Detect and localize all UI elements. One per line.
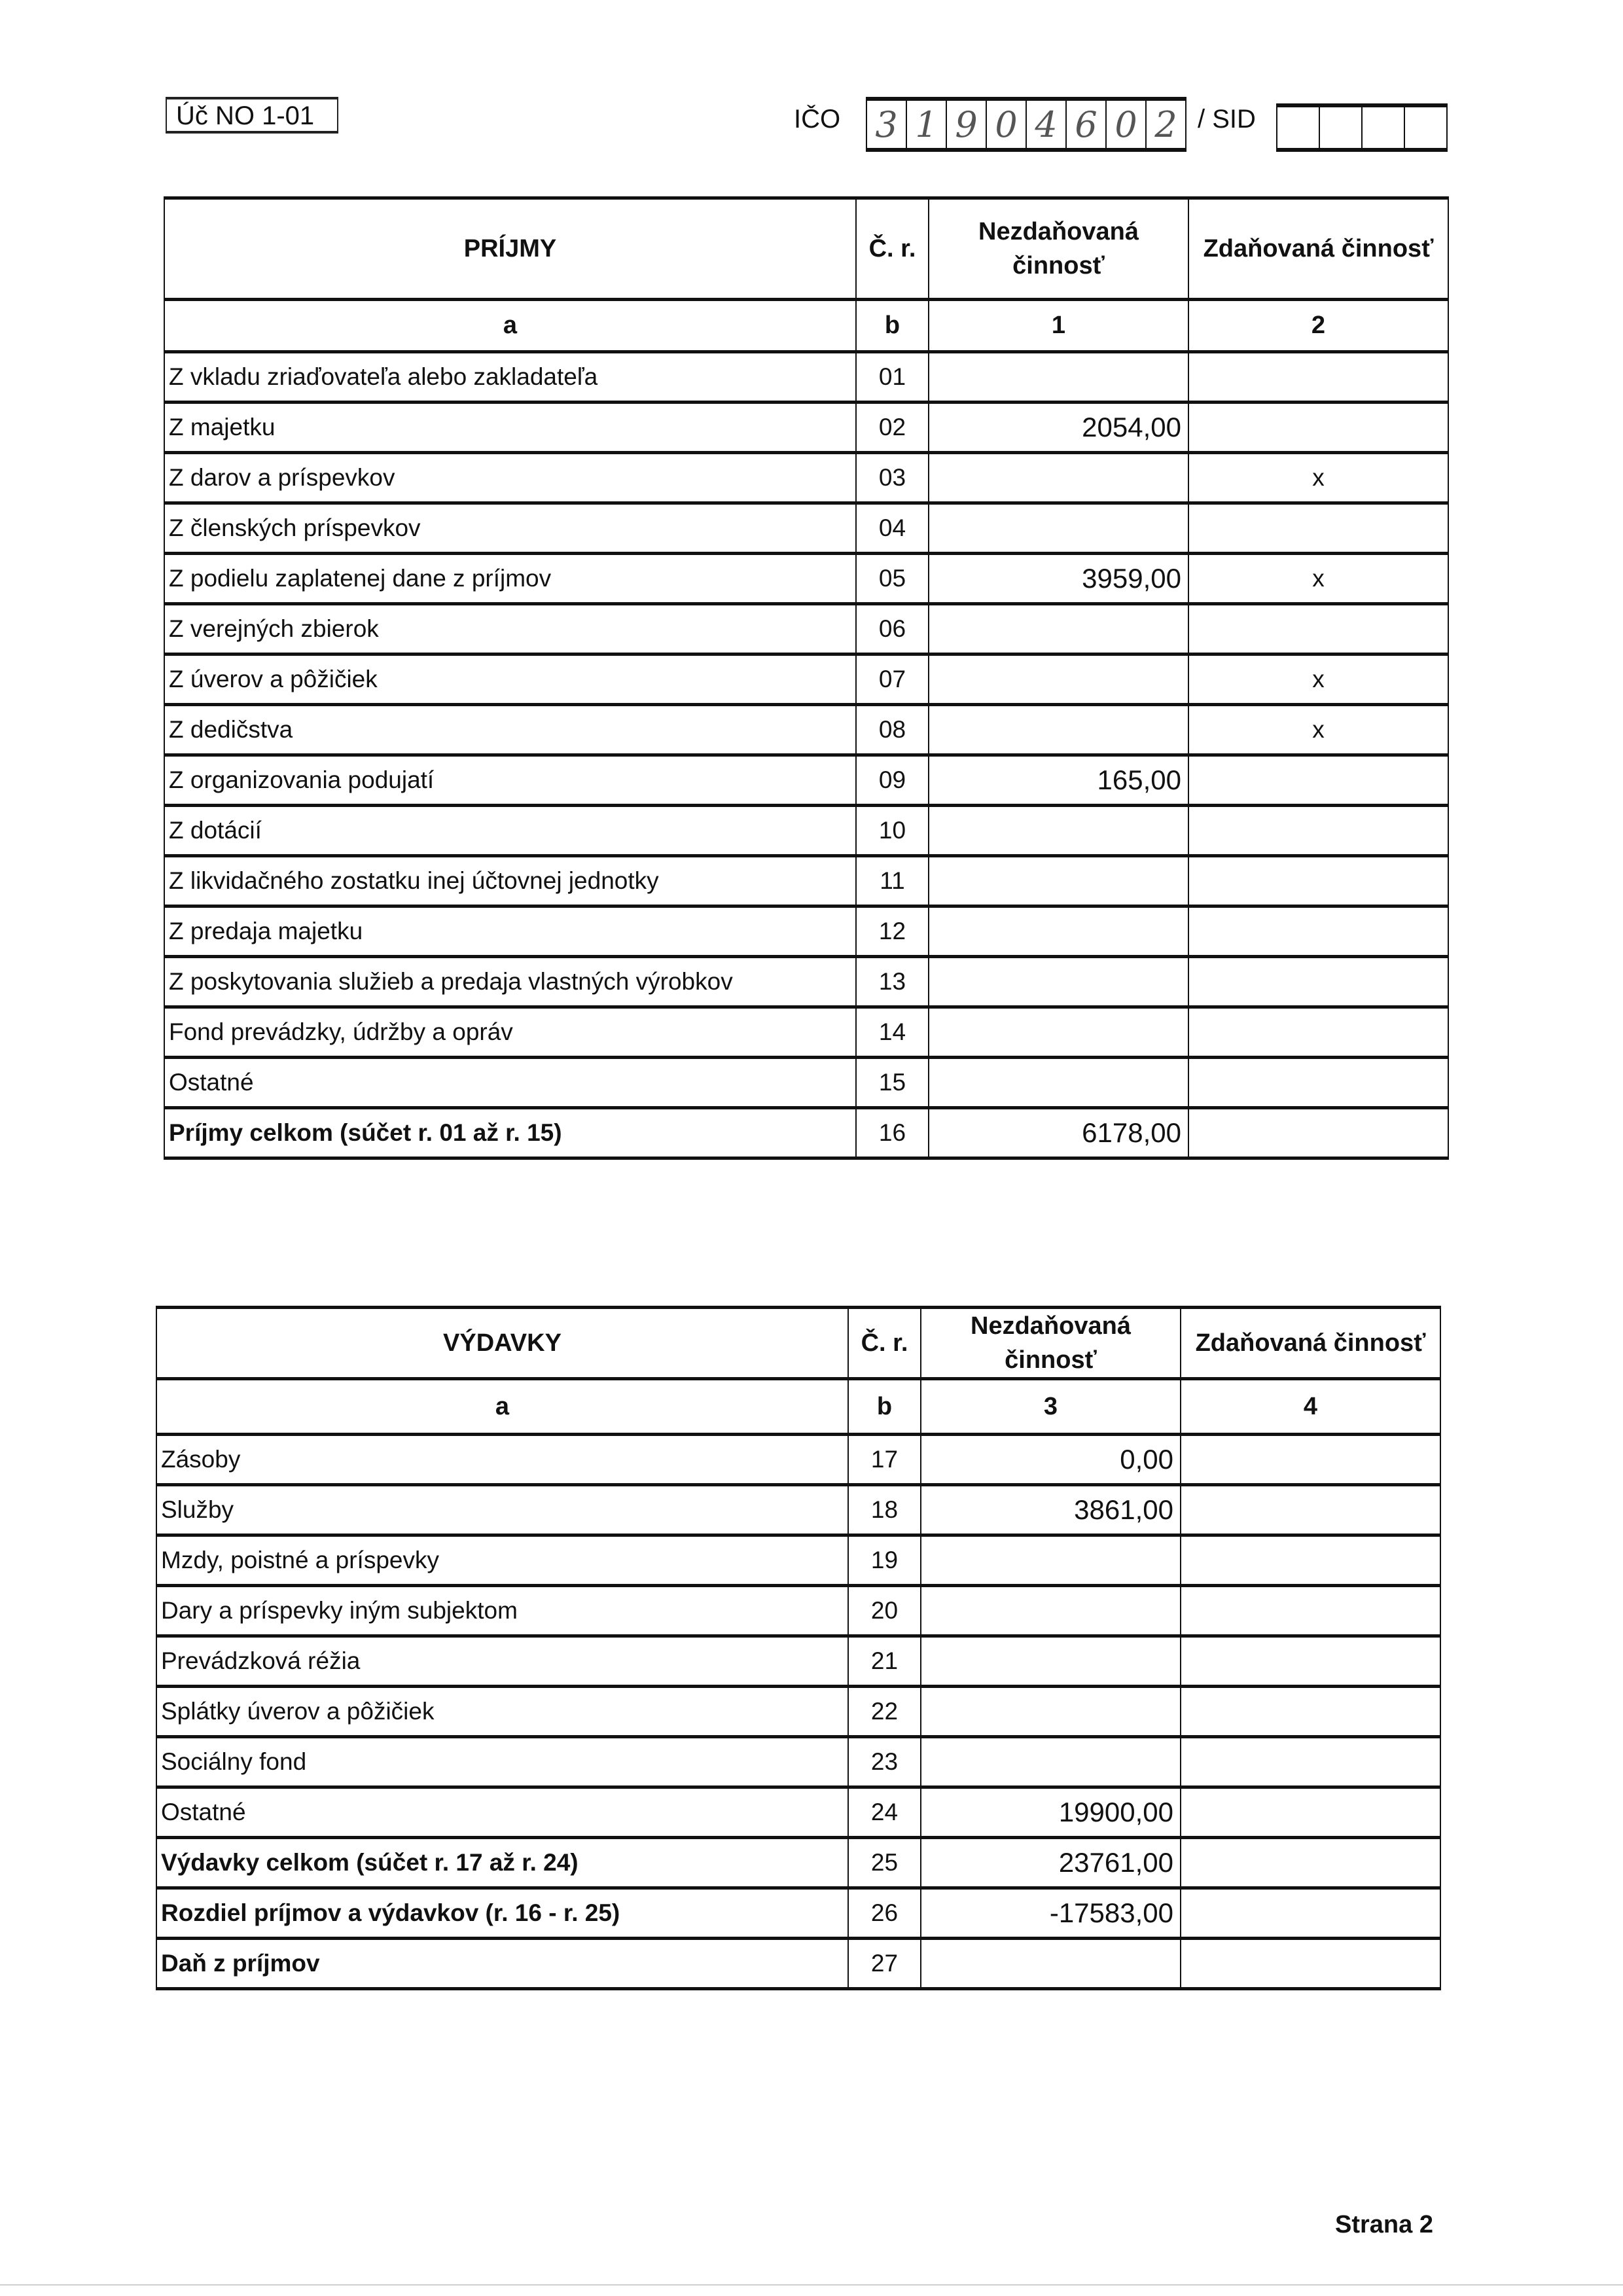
row-number: 07: [856, 655, 929, 705]
sid-digit-boxes[interactable]: [1276, 103, 1448, 152]
row-label: Prevádzková réžia: [156, 1636, 848, 1687]
table-row: [156, 1888, 1440, 1939]
row-number: 19: [848, 1535, 921, 1586]
row-number: 11: [856, 856, 929, 906]
row-number: 22: [848, 1687, 921, 1737]
row-label: Mzdy, poistné a príspevky: [156, 1535, 848, 1586]
untaxed-value-field[interactable]: [921, 1636, 1181, 1687]
table-row: [164, 856, 1448, 906]
row-label: Ostatné: [156, 1787, 848, 1838]
row-number: 10: [856, 806, 929, 856]
untaxed-value-field[interactable]: -17583,00: [921, 1888, 1181, 1939]
col-code-3: 3: [921, 1379, 1181, 1435]
row-number: 20: [848, 1586, 921, 1636]
taxed-header: Zdaňovaná činnosť: [1188, 198, 1448, 300]
untaxed-value-field[interactable]: [929, 453, 1188, 503]
taxed-value-field[interactable]: [1188, 403, 1448, 453]
row-number: 14: [856, 1007, 929, 1058]
taxed-value-field[interactable]: [1188, 604, 1448, 655]
expense-table: [156, 1306, 1441, 1990]
table-row: [164, 957, 1448, 1007]
col-code-2: 2: [1188, 300, 1448, 352]
untaxed-value-field[interactable]: [929, 1058, 1188, 1108]
sid-digit[interactable]: [1405, 107, 1448, 148]
table-row: [164, 403, 1448, 453]
col-code-a: a: [156, 1379, 848, 1435]
taxed-value-field[interactable]: [1188, 352, 1448, 403]
row-label: Rozdiel príjmov a výdavkov (r. 16 - r. 25): [156, 1888, 848, 1939]
row-label: Z predaja majetku: [164, 906, 856, 957]
table-row: [164, 1108, 1448, 1158]
taxed-value-field[interactable]: [1181, 1535, 1440, 1586]
table-row: [164, 352, 1448, 403]
taxed-value-field[interactable]: [1188, 906, 1448, 957]
row-label: Z úverov a pôžičiek: [164, 655, 856, 705]
row-no-header: Č. r.: [848, 1308, 921, 1379]
income-header-row: [164, 198, 1448, 300]
row-label: Z likvidačného zostatku inej účtovnej jednotky: [164, 856, 856, 906]
untaxed-value-field[interactable]: [929, 806, 1188, 856]
row-number: 23: [848, 1737, 921, 1787]
row-label: Z dotácií: [164, 806, 856, 856]
table-row: [156, 1435, 1440, 1485]
taxed-value-field[interactable]: [1181, 1636, 1440, 1687]
row-number: 24: [848, 1787, 921, 1838]
row-number: 05: [856, 554, 929, 604]
table-row: [164, 453, 1448, 503]
table-row: [164, 655, 1448, 705]
table-row: [156, 1687, 1440, 1737]
row-number: 09: [856, 755, 929, 806]
taxed-value-field[interactable]: x: [1188, 655, 1448, 705]
taxed-value-field[interactable]: [1181, 1787, 1440, 1838]
taxed-value-field[interactable]: [1181, 1939, 1440, 1989]
untaxed-value-field[interactable]: [921, 1687, 1181, 1737]
col-code-4: 4: [1181, 1379, 1440, 1435]
taxed-value-field[interactable]: x: [1188, 554, 1448, 604]
untaxed-header: Nezdaňovaná činnosť: [929, 198, 1188, 300]
row-number: 03: [856, 453, 929, 503]
untaxed-value-field[interactable]: 19900,00: [921, 1787, 1181, 1838]
row-number: 12: [856, 906, 929, 957]
row-label: Z organizovania podujatí: [164, 755, 856, 806]
table-row: [156, 1939, 1440, 1989]
row-number: 18: [848, 1485, 921, 1535]
row-label: Z vkladu zriaďovateľa alebo zakladateľa: [164, 352, 856, 403]
taxed-value-field[interactable]: x: [1188, 453, 1448, 503]
form-code-box: Úč NO 1-01: [166, 97, 338, 134]
taxed-value-field[interactable]: [1188, 503, 1448, 554]
income-table: [164, 196, 1449, 1160]
ico-digit[interactable]: 3: [867, 101, 907, 148]
taxed-value-field[interactable]: [1181, 1687, 1440, 1737]
untaxed-value-field[interactable]: 23761,00: [921, 1838, 1181, 1888]
untaxed-header: Nezdaňovaná činnosť: [921, 1308, 1181, 1379]
ico-digit-boxes[interactable]: [866, 97, 1186, 152]
page-number: Strana 2: [1335, 2211, 1433, 2238]
row-number: 13: [856, 957, 929, 1007]
untaxed-value-field[interactable]: [921, 1586, 1181, 1636]
untaxed-value-field[interactable]: 6178,00: [929, 1108, 1188, 1158]
untaxed-value-field[interactable]: [929, 503, 1188, 554]
untaxed-value-field[interactable]: 2054,00: [929, 403, 1188, 453]
row-number: 17: [848, 1435, 921, 1485]
col-code-1: 1: [929, 300, 1188, 352]
col-code-b: b: [856, 300, 929, 352]
row-label: Z dedičstva: [164, 705, 856, 755]
row-number: 01: [856, 352, 929, 403]
taxed-value-field[interactable]: [1188, 1058, 1448, 1108]
row-label: Služby: [156, 1485, 848, 1535]
untaxed-value-field[interactable]: [929, 705, 1188, 755]
row-number: 04: [856, 503, 929, 554]
untaxed-value-field[interactable]: 0,00: [921, 1435, 1181, 1485]
ico-digit[interactable]: 6: [1067, 101, 1107, 148]
row-number: 26: [848, 1888, 921, 1939]
table-row: [164, 503, 1448, 554]
taxed-value-field[interactable]: [1188, 755, 1448, 806]
untaxed-value-field[interactable]: [929, 655, 1188, 705]
row-label: Z darov a príspevkov: [164, 453, 856, 503]
income-title: PRÍJMY: [164, 198, 856, 300]
untaxed-value-field[interactable]: [921, 1737, 1181, 1787]
row-no-header: Č. r.: [856, 198, 929, 300]
row-number: 06: [856, 604, 929, 655]
taxed-value-field[interactable]: x: [1188, 705, 1448, 755]
income-column-codes-row: [164, 300, 1448, 352]
row-label: Daň z príjmov: [156, 1939, 848, 1989]
taxed-value-field[interactable]: [1181, 1838, 1440, 1888]
row-label: Zásoby: [156, 1435, 848, 1485]
ico-digit[interactable]: 4: [1027, 101, 1067, 148]
row-label: Z poskytovania služieb a predaja vlastných výrobkov: [164, 957, 856, 1007]
row-label: Splátky úverov a pôžičiek: [156, 1687, 848, 1737]
row-number: 15: [856, 1058, 929, 1108]
untaxed-value-field[interactable]: [921, 1939, 1181, 1989]
taxed-value-field[interactable]: [1188, 957, 1448, 1007]
row-label: Fond prevádzky, údržby a opráv: [164, 1007, 856, 1058]
taxed-value-field[interactable]: [1181, 1485, 1440, 1535]
untaxed-value-field[interactable]: [929, 352, 1188, 403]
table-row: [164, 906, 1448, 957]
untaxed-value-field[interactable]: [921, 1535, 1181, 1586]
table-row: [164, 604, 1448, 655]
untaxed-value-field[interactable]: [929, 957, 1188, 1007]
taxed-value-field[interactable]: [1188, 1007, 1448, 1058]
taxed-value-field[interactable]: [1188, 1108, 1448, 1158]
ico-digit[interactable]: 0: [1107, 101, 1147, 148]
row-label: Výdavky celkom (súčet r. 17 až r. 24): [156, 1838, 848, 1888]
row-number: 25: [848, 1838, 921, 1888]
taxed-value-field[interactable]: [1188, 856, 1448, 906]
sid-digit[interactable]: [1320, 107, 1363, 148]
col-code-a: a: [164, 300, 856, 352]
untaxed-value-field[interactable]: [929, 906, 1188, 957]
taxed-value-field[interactable]: [1181, 1586, 1440, 1636]
untaxed-value-field[interactable]: 165,00: [929, 755, 1188, 806]
sid-label: / SID: [1198, 105, 1256, 134]
ico-digit[interactable]: 1: [907, 101, 947, 148]
row-number: 02: [856, 403, 929, 453]
row-number: 08: [856, 705, 929, 755]
table-row: [156, 1787, 1440, 1838]
table-row: [164, 755, 1448, 806]
untaxed-value-field[interactable]: [929, 1007, 1188, 1058]
ico-label: IČO: [794, 105, 841, 134]
ico-digit[interactable]: 0: [987, 101, 1027, 148]
table-row: [164, 806, 1448, 856]
row-label: Dary a príspevky iným subjektom: [156, 1586, 848, 1636]
untaxed-value-field[interactable]: 3959,00: [929, 554, 1188, 604]
taxed-value-field[interactable]: [1181, 1435, 1440, 1485]
row-label: Sociálny fond: [156, 1737, 848, 1787]
sid-digit[interactable]: [1363, 107, 1405, 148]
row-label: Ostatné: [164, 1058, 856, 1108]
table-row: [156, 1535, 1440, 1586]
row-label: Z podielu zaplatenej dane z príjmov: [164, 554, 856, 604]
table-row: [164, 705, 1448, 755]
sid-digit[interactable]: [1277, 107, 1320, 148]
table-row: [164, 554, 1448, 604]
ico-digit[interactable]: 2: [1147, 101, 1186, 148]
table-row: [156, 1737, 1440, 1787]
table-row: [164, 1058, 1448, 1108]
table-row: [164, 1007, 1448, 1058]
untaxed-value-field[interactable]: [929, 604, 1188, 655]
row-number: 27: [848, 1939, 921, 1989]
scan-edge-divider: [0, 2284, 1623, 2286]
expense-column-codes-row: [156, 1379, 1440, 1435]
table-row: [156, 1838, 1440, 1888]
ico-digit[interactable]: 9: [947, 101, 987, 148]
row-label: Príjmy celkom (súčet r. 01 až r. 15): [164, 1108, 856, 1158]
expense-title: VÝDAVKY: [156, 1308, 848, 1379]
taxed-value-field[interactable]: [1188, 806, 1448, 856]
taxed-value-field[interactable]: [1181, 1737, 1440, 1787]
row-label: Z majetku: [164, 403, 856, 453]
row-number: 21: [848, 1636, 921, 1687]
untaxed-value-field[interactable]: 3861,00: [921, 1485, 1181, 1535]
row-number: 16: [856, 1108, 929, 1158]
untaxed-value-field[interactable]: [929, 856, 1188, 906]
table-row: [156, 1485, 1440, 1535]
taxed-header: Zdaňovaná činnosť: [1181, 1308, 1440, 1379]
table-row: [156, 1636, 1440, 1687]
col-code-b: b: [848, 1379, 921, 1435]
row-label: Z verejných zbierok: [164, 604, 856, 655]
row-label: Z členských príspevkov: [164, 503, 856, 554]
table-row: [156, 1586, 1440, 1636]
taxed-value-field[interactable]: [1181, 1888, 1440, 1939]
expense-header-row: [156, 1308, 1440, 1379]
